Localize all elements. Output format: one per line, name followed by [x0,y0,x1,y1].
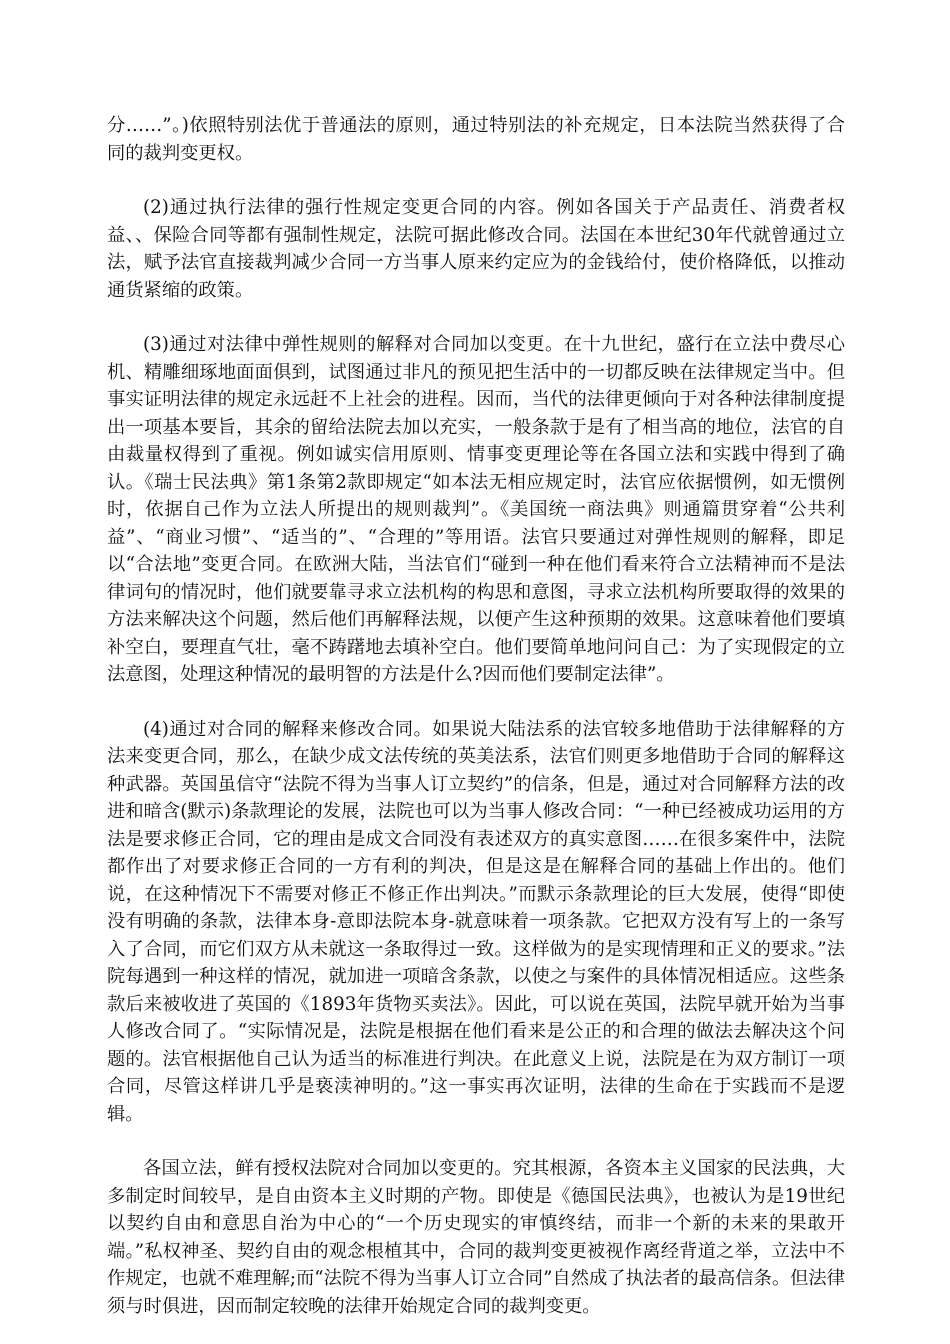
paragraph-item-2: (2)通过执行法律的强行性规定变更合同的内容。例如各国关于产品责任、消费者权益、、保险合同等都有强制性规定，法院可据此修改合同。法国在本世纪30年代就曾通过立法，赋予法官直接裁判减少合同一方当事人原来约定应为的金钱给付，使价格降低，以推动通货紧缩的政策。 [107,197,845,301]
document-body [107,112,845,1320]
paragraph-continuation: 分……”。)依照特别法优于普通法的原则，通过特别法的补充规定，日本法院当然获得了合同的裁判变更权。 [107,115,845,164]
paragraph-conclusion: 各国立法，鲜有授权法院对合同加以变更的。究其根源，各资本主义国家的民法典，大多制定时间较早，是自由资本主义时期的产物。即使是《德国民法典》，也被认为是19世纪以契约自由和意思自治为中心的“一个历史现实的审慎终结，而非一个新的未来的果敢开端。”私权神圣、契约自由的观念根植其中，合同的裁判变更被视作离经背道之举，立法中不作规定，也就不难理解;而“法院不得为当事人订立合同”自然成了执法者的最高信条。但法律须与时俱进，因而制定较晚的法律开始规定合同的裁判变更。 [107,1158,845,1317]
paragraph-item-4: (4)通过对合同的解释来修改合同。如果说大陆法系的法官较多地借助于法律解释的方法来变更合同，那么，在缺少成文法传统的英美法系，法官们则更多地借助于合同的解释这种武器。英国虽信守“法院不得为当事人订立契约”的信条，但是，通过对合同解释方法的改进和暗含(默示)条款理论的发展，法院也可以为当事人修改合同：“一种已经被成功运用的方法是要求修正合同，它的理由是成文合同没有表述双方的真实意图……在很多案件中，法院都作出了对要求修正合同的一方有利的判决，但是这是在解释合同的基础上作出的。他们说，在这种情况下不需要对修正不修正作出判决。”而默示条款理论的巨大发展，使得“即使没有明确的条款，法律本身-意即法院本身-就意味着一项条款。它把双方没有写上的一条写入了合同，而它们双方从未就这一条取得过一致。这样做为的是实现情理和正义的要求。”法院每遇到一种这样的情况，就加进一项暗含条款，以使之与案件的具体情况相适应。这些条款后来被收进了英国的《1893年货物买卖法》。因此，可以说在英国，法院早就开始为当事人修改合同了。“实际情况是，法院是根据在他们看来是公正的和合理的做法去解决这个问题的。法官根据他自己认为适当的标准进行判决。在此意义上说，法院是在为双方制订一项合同，尽管这样讲几乎是亵渎神明的。”这一事实再次证明，法律的生命在于实践而不是逻辑。 [107,718,845,1125]
paragraph-item-3: (3)通过对法律中弹性规则的解释对合同加以变更。在十九世纪，盛行在立法中费尽心机、精雕细琢地面面俱到，试图通过非凡的预见把生活中的一切都反映在法律规定当中。但事实证明法律的规定永远赶不上社会的进程。因而，当代的法律更倾向于对各种法律制度提出一项基本要旨，其余的留给法院去加以充实，一般条款于是有了相当高的地位，法官的自由裁量权得到了重视。例如诚实信用原则、情事变更理论等在各国立法和实践中得到了确认。《瑞士民法典》第1条第2款即规定“如本法无相应规定时，法官应依据惯例，如无惯例时，依据自己作为立法人所提出的规则裁判”。《美国统一商法典》则通篇贯穿着“公共利益”、“商业习惯”、“适当的”、“合理的”等用语。法官只要通过对弹性规则的解释，即足以“合法地”变更合同。在欧洲大陆，当法官们“碰到一种在他们看来符合立法精神而不是法律词句的情况时，他们就要靠寻求立法机构的构思和意图，寻求立法机构所要取得的效果的方法来解决这个问题，然后他们再解释法规，以便产生这种预期的效果。这意味着他们要填补空白，要理直气壮，毫不踌躇地去填补空白。他们要简单地问问自己：为了实现假定的立法意图，处理这种情况的最明智的方法是什么?因而他们要制定法律”。 [107,334,845,685]
